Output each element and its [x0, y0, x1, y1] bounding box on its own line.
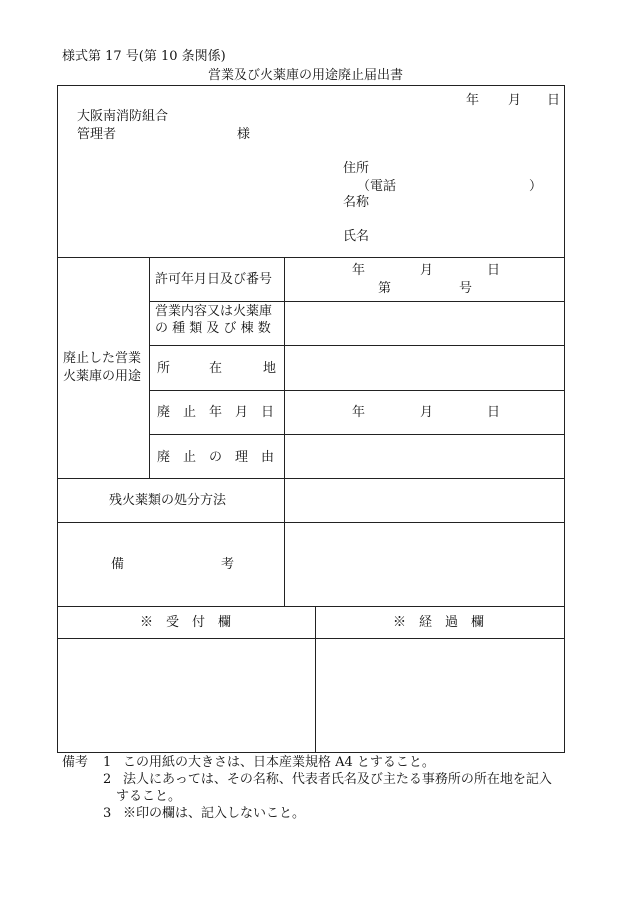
reason-label: 廃 止 の 理 由 — [157, 450, 275, 465]
section-label-line1: 廃止した営業 — [63, 351, 142, 366]
notes-prefix: 備考 — [62, 755, 89, 770]
note-2-text-line1: 法人にあっては、その名称、代表者氏名及び主たる事務所の所在地を記入 — [123, 772, 552, 787]
permit-dai: 第 — [378, 281, 392, 296]
table-top-border — [57, 85, 565, 86]
note-3-number: 3 — [103, 806, 112, 821]
remarks-label-1: 備 — [111, 557, 125, 572]
location-label-1: 所 — [157, 361, 171, 376]
header-date-month: 月 — [508, 93, 522, 108]
divider-receipt-header — [57, 638, 565, 639]
abolish-day: 日 — [487, 405, 501, 420]
permit-go: 号 — [459, 281, 473, 296]
vdivider-values — [284, 257, 285, 607]
permit-day: 日 — [487, 263, 501, 278]
divider-disposal — [57, 522, 565, 523]
note-1-number: 1 — [103, 755, 112, 770]
location-label-2: 在 — [209, 361, 223, 376]
person-label: 氏名 — [343, 229, 370, 244]
header-date-year: 年 — [466, 93, 480, 108]
progress-label: ※ 経 過 欄 — [393, 615, 485, 630]
page-title: 営業及び火薬庫の用途廃止届出書 — [208, 68, 404, 83]
section-label-line2: 火薬庫の用途 — [63, 369, 142, 384]
header-date-day: 日 — [547, 93, 561, 108]
note-3-text: ※印の欄は、記入しないこと。 — [123, 806, 306, 821]
note-1-text: この用紙の大きさは、日本産業規格 A4 とすること。 — [123, 755, 435, 770]
content-label-line2: の 種 類 及 び 棟 数 — [155, 321, 271, 336]
vdivider-section — [149, 257, 150, 479]
divider-content — [149, 345, 565, 346]
manager-label: 管理者 — [77, 127, 117, 142]
permit-label: 許可年月日及び番号 — [155, 272, 273, 287]
name-label: 名称 — [343, 195, 370, 210]
location-label-3: 地 — [263, 361, 277, 376]
permit-year: 年 — [352, 263, 366, 278]
vdivider-receipt — [315, 606, 316, 753]
content-label-line1: 営業内容又は火薬庫 — [155, 304, 273, 319]
abolish-date-label: 廃 止 年 月 日 — [157, 405, 275, 420]
table-left-border — [57, 85, 58, 753]
phone-label: （電話 — [357, 179, 397, 194]
divider-remarks — [57, 606, 565, 607]
org-name: 大阪南消防組合 — [77, 109, 169, 124]
abolish-month: 月 — [420, 405, 434, 420]
divider-location — [149, 390, 565, 391]
address-label: 住所 — [343, 161, 370, 176]
honorific: 様 — [237, 127, 251, 142]
note-2-number: 2 — [103, 772, 112, 787]
phone-close: ） — [529, 179, 543, 194]
receipt-label: ※ 受 付 欄 — [140, 615, 232, 630]
abolish-year: 年 — [352, 405, 366, 420]
divider-section — [57, 478, 565, 479]
table-bottom-border — [57, 752, 565, 753]
form-number: 様式第 17 号(第 10 条関係) — [62, 49, 226, 64]
divider-header — [57, 257, 565, 258]
remarks-label-2: 考 — [221, 557, 235, 572]
divider-abolish-date — [149, 434, 565, 435]
table-right-border — [564, 85, 565, 753]
permit-month: 月 — [420, 263, 434, 278]
note-2-text-line2: すること。 — [116, 789, 182, 804]
disposal-label: 残火薬類の処分方法 — [109, 493, 227, 508]
divider-permit — [149, 301, 565, 302]
